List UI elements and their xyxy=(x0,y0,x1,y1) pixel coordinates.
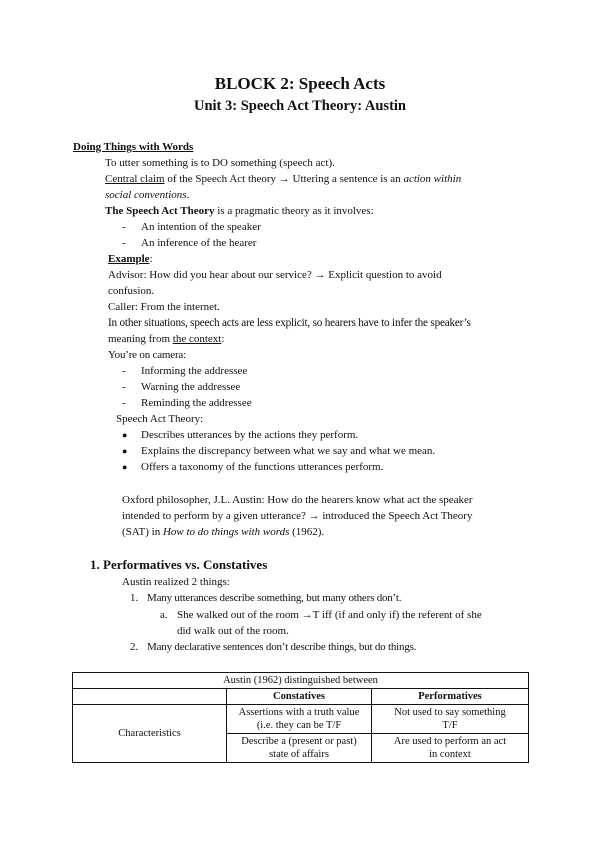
central-claim-line2 xyxy=(105,188,189,202)
oxford-line-2: intended to perform by a given utterance? → introduced the Speech Act Theory xyxy=(122,510,473,522)
cell-line: Describe a (present or past) xyxy=(241,736,357,747)
dash-marker: - xyxy=(122,221,126,233)
sat-definition-line xyxy=(105,204,374,218)
central-claim-end: . xyxy=(186,189,190,201)
cell-line: Not used to say something xyxy=(394,707,506,718)
book-title: How to do things with words xyxy=(162,526,290,538)
list-item: Explains the discrepancy between what we say and what we mean. xyxy=(141,445,436,457)
list-item: An intention of the speaker xyxy=(141,221,261,233)
list-item: Informing the addressee xyxy=(141,365,248,377)
central-claim-text: of the Speech Act theory → Uttering a sentence is an xyxy=(164,173,404,185)
example-colon: : xyxy=(149,253,153,265)
oxford-line-1: Oxford philosopher, J.L. Austin: How do the hearers know what act the speaker xyxy=(122,494,473,506)
list-item: Offers a taxonomy of the functions utterances perform. xyxy=(141,461,384,473)
numbered-item-2: Many declarative sentences don’t describe things, but do things. xyxy=(147,641,417,653)
oxford-line-3 xyxy=(122,525,324,539)
dash-marker: - xyxy=(122,365,126,377)
bullet-marker: ● xyxy=(122,462,128,472)
page-subtitle: Unit 3: Speech Act Theory: Austin xyxy=(193,98,406,114)
cell-line: T/F xyxy=(442,720,458,731)
page-title: BLOCK 2: Speech Acts xyxy=(214,74,386,93)
other-situations-line-1: In other situations, speech acts are less explicit, so hearers have to infer the speaker’s xyxy=(108,317,471,329)
sat-label: Speech Act Theory: xyxy=(116,413,204,425)
context-underlined: the context xyxy=(172,333,222,345)
example-label: Example xyxy=(108,253,150,265)
section-heading-doing-things: Doing Things with Words xyxy=(73,141,194,153)
camera-line: You’re on camera: xyxy=(108,349,186,361)
table-empty-header xyxy=(73,689,227,705)
other-situations-line-2 xyxy=(108,332,224,346)
numbered-marker: 2. xyxy=(130,641,139,653)
example-label-line xyxy=(108,252,153,266)
caller-line: Caller: From the internet. xyxy=(108,301,220,313)
sat-definition-text: is a pragmatic theory as it involves: xyxy=(214,205,374,217)
advisor-line-2: confusion. xyxy=(108,285,155,297)
table-cell xyxy=(372,734,529,763)
table-caption: Austin (1962) distinguished between xyxy=(73,673,529,689)
letter-marker: a. xyxy=(160,609,168,621)
numbered-item-1: Many utterances describe something, but many others don’t. xyxy=(147,592,402,604)
table-row-label: Characteristics xyxy=(73,705,227,763)
central-claim-label: Central claim xyxy=(105,173,165,185)
sub-item-a-line-2: did walk out of the room. xyxy=(177,625,289,637)
cell-line: Assertions with a truth value xyxy=(238,707,360,718)
cell-line: state of affairs xyxy=(269,749,329,760)
table-cell xyxy=(227,705,372,734)
list-item: Reminding the addressee xyxy=(141,397,252,409)
table-cell xyxy=(372,705,529,734)
other-situations-colon: : xyxy=(221,333,225,345)
advisor-line-1: Advisor: How did you hear about our service? → Explicit question to avoid xyxy=(108,269,442,281)
sub-item-a-line-1: She walked out of the room →T iff (if and only if) the referent of she xyxy=(177,609,482,621)
list-item: Warning the addressee xyxy=(141,381,241,393)
central-claim-italic2: social conventions xyxy=(105,189,187,201)
oxford-year: (1962). xyxy=(289,526,325,538)
oxford-text: (SAT) in xyxy=(122,526,163,538)
dash-marker: - xyxy=(122,397,126,409)
table-header-performatives: Performatives xyxy=(372,689,529,705)
numbered-marker: 1. xyxy=(130,592,139,604)
central-claim-italic: action within xyxy=(403,173,462,185)
bullet-marker: ● xyxy=(122,430,128,440)
section-heading-performatives: 1. Performatives vs. Constatives xyxy=(90,557,268,572)
other-situations-text: meaning from xyxy=(108,333,173,345)
intro-line: To utter something is to DO something (speech act). xyxy=(105,157,335,169)
dash-marker: - xyxy=(122,381,126,393)
bullet-marker: ● xyxy=(122,446,128,456)
cell-line: (i.e. they can be T/F xyxy=(256,720,342,731)
central-claim-line xyxy=(105,172,461,186)
sat-bold-term: The Speech Act Theory xyxy=(105,205,215,217)
dash-marker: - xyxy=(122,237,126,249)
table-cell xyxy=(227,734,372,763)
realized-line: Austin realized 2 things: xyxy=(122,576,230,588)
list-item: Describes utterances by the actions they perform. xyxy=(141,429,359,441)
cell-line: Are used to perform an act xyxy=(393,736,507,747)
cell-line: in context xyxy=(429,749,471,760)
list-item: An inference of the hearer xyxy=(141,237,257,249)
comparison-table xyxy=(72,672,529,763)
table-header-constatives: Constatives xyxy=(227,689,372,705)
